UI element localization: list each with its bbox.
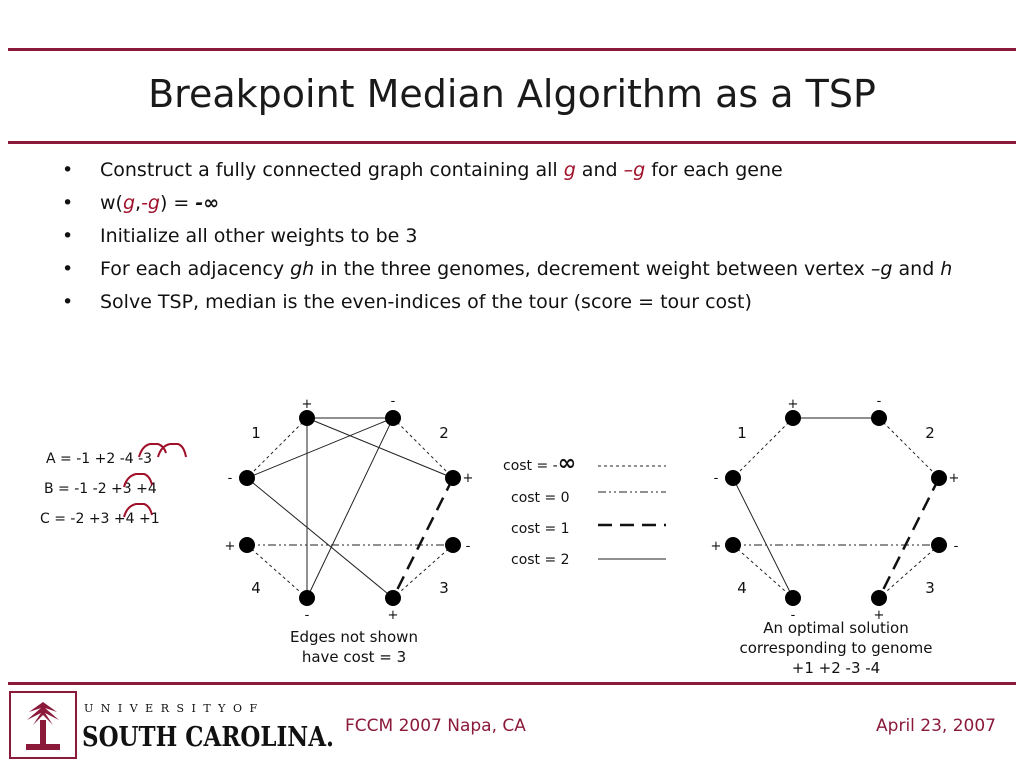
right-graph bbox=[711, 394, 960, 677]
svg-text:3: 3 bbox=[925, 579, 935, 597]
svg-text:+: + bbox=[710, 539, 722, 554]
university-logo bbox=[8, 690, 338, 762]
svg-text:-: - bbox=[304, 608, 310, 623]
left-caption-line1: Edges not shown bbox=[290, 628, 418, 646]
svg-text:+: + bbox=[787, 397, 799, 412]
bullet-item-3: • Initialize all other weights to be 3 bbox=[62, 225, 418, 247]
svg-text:-: - bbox=[465, 539, 471, 554]
bullet-list bbox=[62, 158, 962, 323]
genome-b: B = -1 -2 +3 +4 bbox=[44, 481, 157, 497]
left-caption-line2: have cost = 3 bbox=[301, 648, 407, 666]
svg-text:+: + bbox=[301, 397, 313, 412]
svg-text:-: - bbox=[713, 471, 719, 486]
left-graph bbox=[225, 394, 474, 666]
top-rule bbox=[8, 48, 1016, 51]
university-label-bottom: SOUTH CAROLINA. bbox=[82, 722, 334, 753]
title-underline bbox=[8, 141, 1016, 144]
genome-a: A = -1 +2 -4 -3 bbox=[46, 451, 153, 467]
svg-text:-: - bbox=[876, 394, 882, 409]
svg-text:cost = 1: cost = 1 bbox=[511, 521, 570, 537]
bullet-item-5: • Solve TSP, median is the even-indices of the tour (score = tour cost) bbox=[62, 291, 752, 313]
svg-text:1: 1 bbox=[737, 424, 747, 442]
conference-label: FCCM 2007 Napa, CA bbox=[345, 716, 526, 736]
svg-text:cost = 2: cost = 2 bbox=[511, 552, 570, 568]
svg-text:-: - bbox=[390, 394, 396, 409]
svg-text:-: - bbox=[953, 539, 959, 554]
right-caption-line3: +1 +2 -3 -4 bbox=[791, 659, 881, 677]
bullet-item-4: • For each adjacency gh in the three genomes, decrement weight between vertex –g and h bbox=[62, 258, 953, 280]
bullet-item-1: • Construct a fully connected graph containing all g and –g for each gene bbox=[62, 159, 783, 181]
svg-text:+: + bbox=[948, 471, 960, 486]
node-label-1: 1 bbox=[251, 424, 261, 442]
svg-text:+: + bbox=[873, 608, 885, 623]
svg-text:2: 2 bbox=[925, 424, 935, 442]
footer-rule bbox=[8, 682, 1016, 685]
svg-text:cost = -∞: cost = -∞ bbox=[503, 451, 577, 476]
svg-text:+: + bbox=[387, 608, 399, 623]
node-label-4: 4 bbox=[251, 579, 261, 597]
slide-title: Breakpoint Median Algorithm as a TSP bbox=[148, 72, 876, 116]
node-label-3: 3 bbox=[439, 579, 449, 597]
diagram-area bbox=[0, 380, 1024, 680]
date-label: April 23, 2007 bbox=[876, 716, 996, 736]
svg-text:4: 4 bbox=[737, 579, 747, 597]
genome-c: C = -2 +3 +4 +1 bbox=[40, 511, 160, 527]
bullet-item-2: • w(g,-g) = -∞ bbox=[62, 192, 220, 214]
right-caption-line1: An optimal solution bbox=[763, 619, 909, 637]
cost-legend bbox=[503, 451, 666, 568]
svg-text:cost = 0: cost = 0 bbox=[511, 490, 570, 506]
node-label-2: 2 bbox=[439, 424, 449, 442]
svg-text:+: + bbox=[224, 539, 236, 554]
university-label-top: U N I V E R S I T Y O F bbox=[84, 702, 260, 715]
svg-text:-: - bbox=[227, 471, 233, 486]
svg-text:-: - bbox=[790, 608, 796, 623]
right-caption-line2: corresponding to genome bbox=[739, 639, 933, 657]
svg-text:+: + bbox=[462, 471, 474, 486]
